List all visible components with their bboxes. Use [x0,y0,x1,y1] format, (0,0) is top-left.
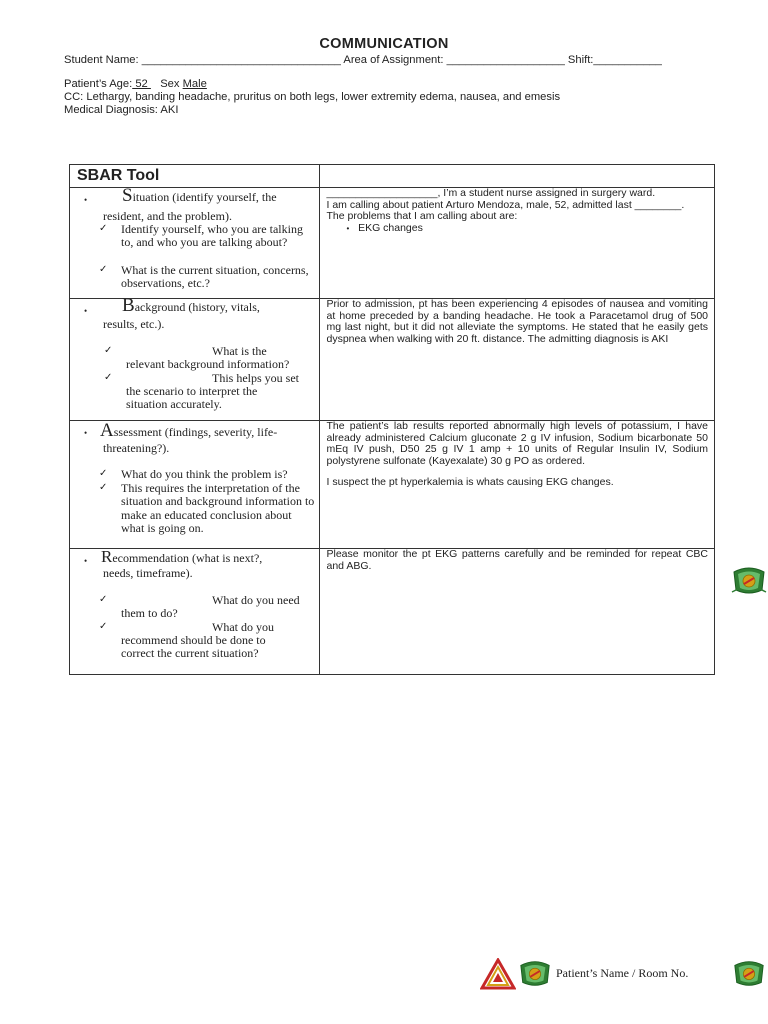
chief-complaint-line [64,91,560,103]
sbar-heading: SBAR Tool [77,167,160,184]
background-response-cell[interactable] [320,299,715,421]
background-row [70,299,715,421]
situation-response-bullet [326,223,708,235]
bullet-icon: • [84,428,88,438]
background-title [122,295,322,316]
assessment-check2: This requires the interpretation of the situation and background information to make an educated conclusion about what is going on. [121,481,315,535]
situation-response-l2: I am calling about patient Arturo Mendoza, male, 52, admitted last ________. [326,198,685,211]
document-title: COMMUNICATION [319,36,449,52]
background-initial: B [122,295,135,316]
cc-label: CC: [64,91,84,103]
recommendation-prompt-cell [70,549,320,675]
situation-title-text: ituation (identify yourself, the [132,190,277,204]
sbar-header-row [70,165,715,188]
shift-field[interactable]: ___________ [593,54,662,66]
situation-check2: What is the current situation, concerns, observations, etc.? [121,263,309,291]
assessment-response-cell[interactable] [320,421,715,549]
situation-initial: S [122,185,133,206]
school-seal-icon [517,956,553,990]
background-title-text: ackground (history, vitals, [134,300,260,314]
assessment-title-text: ssessment (findings, severity, life- [113,425,278,439]
patient-age-line [64,78,207,90]
recommendation-check1a: What do you need [212,593,300,607]
bullet-icon: • [84,306,88,316]
situation-response-l1 [326,188,708,200]
recommendation-title [101,547,321,566]
check-icon: ✓ [99,264,108,275]
assessment-response-p2: I suspect the pt hyperkalemia is whats causing EKG changes. [326,476,614,488]
age-label: Patient’s Age: [64,78,133,90]
check-icon: ✓ [104,345,113,356]
check-icon: ✓ [99,594,108,605]
sex-label: Sex [160,78,180,90]
area-label: Area of Assignment: [343,54,444,66]
background-check1a: What is the [212,344,267,358]
background-check1b: relevant background information? [126,357,290,371]
cc-value: Lethargy, banding headache, pruritus on both legs, lower extremity edema, nausea, and emesis [86,91,561,103]
situation-check1: Identify yourself, who you are talking to, and who you are talking about? [121,222,303,250]
dx-value: AKI [160,104,179,116]
shift-label: Shift: [567,54,594,66]
recommendation-response: Please monitor the pt EKG patterns carefully and be reminded for repeat CBC and ABG. [326,548,708,572]
bullet-icon: • [84,195,88,205]
situation-response-text: , I’m a student nurse assigned in surgery ward. [437,187,656,199]
recommendation-check2b: recommend should be done to [121,633,266,647]
situation-prompt-cell [70,185,320,299]
assessment-check1: What do you think the problem is? [121,467,288,481]
assessment-initial: A [100,420,114,441]
student-name-field[interactable]: ________________________________ [141,54,341,66]
diagnosis-line [64,104,178,116]
assessment-row [70,421,715,549]
recommendation-row [70,549,715,675]
background-response: Prior to admission, pt has been experiencing 4 episodes of nausea and vomiting at home preceded by a banding headache. He took a Paracetamol drug of 500 mg last night, but it did not alleviate the symptoms. He stated that he easily gets dyspnea when walking with 20 ft. distance. The admitting diagnosis is AKI [326,298,708,345]
recommendation-check2c: correct the current situation? [121,646,259,660]
background-line2: results, etc.). [103,317,165,331]
background-check2c: situation accurately. [126,397,222,411]
check-icon: ✓ [99,621,108,632]
background-check2a: This helps you set [212,371,299,385]
background-check2b: the scenario to interpret the [126,384,258,398]
assessment-title [100,420,322,441]
school-seal-icon [730,562,768,598]
sbar-header-right [320,165,715,188]
check-icon: ✓ [104,372,113,383]
assessment-line2: threatening?). [103,441,170,455]
sbar-heading-cell [70,165,320,188]
situation-row [70,188,715,299]
check-icon: ✓ [99,482,108,493]
situation-response-cell[interactable] [320,188,715,299]
sex-value: Male [182,78,207,90]
situation-problem: EKG changes [358,221,423,234]
footer-patient-name-room: Patient’s Name / Room No. [556,966,689,980]
nurse-name-blank[interactable]: ___________________ [326,187,438,199]
check-icon: ✓ [99,468,108,479]
assessment-prompt-cell [70,421,320,549]
age-value: 52 [132,78,151,90]
student-line [64,54,662,66]
situation-title [122,185,322,206]
recommendation-line2: needs, timeframe). [103,566,193,580]
check-icon: ✓ [99,223,108,234]
situation-response-l3: The problems that I am calling about are: [326,210,518,222]
school-seal-icon [730,956,768,990]
sbar-table [69,164,715,675]
recommendation-title-text: ecommendation (what is next?, [112,551,263,565]
recommendation-check1b: them to do? [121,606,178,620]
situation-line2: resident, and the problem). [103,209,232,223]
background-prompt-cell [70,295,320,421]
recommendation-initial: R [101,547,113,566]
recommendation-response-cell[interactable] [320,549,715,675]
bullet-icon: • [84,556,88,566]
footer [480,954,768,994]
bullet-icon: • [346,223,350,233]
triangle-logo-icon [480,958,516,990]
student-name-label: Student Name: [64,54,139,66]
dx-label: Medical Diagnosis: [64,104,158,116]
recommendation-check2a: What do you [212,620,274,634]
assessment-response-p1: The patient’s lab results reported abnormally high levels of potassium, I have already administered Calcium gluconate 2 g IV infusion, Sodium bicarbonate 50 mEq IV push, D50 25 g IV 1 amp + 10 units of Regular Insulin IV, Sodium polystyrene sulfonate (Kayexalate) 30 g PO as ordered. [326,420,708,467]
area-field[interactable]: ___________________ [446,54,565,66]
